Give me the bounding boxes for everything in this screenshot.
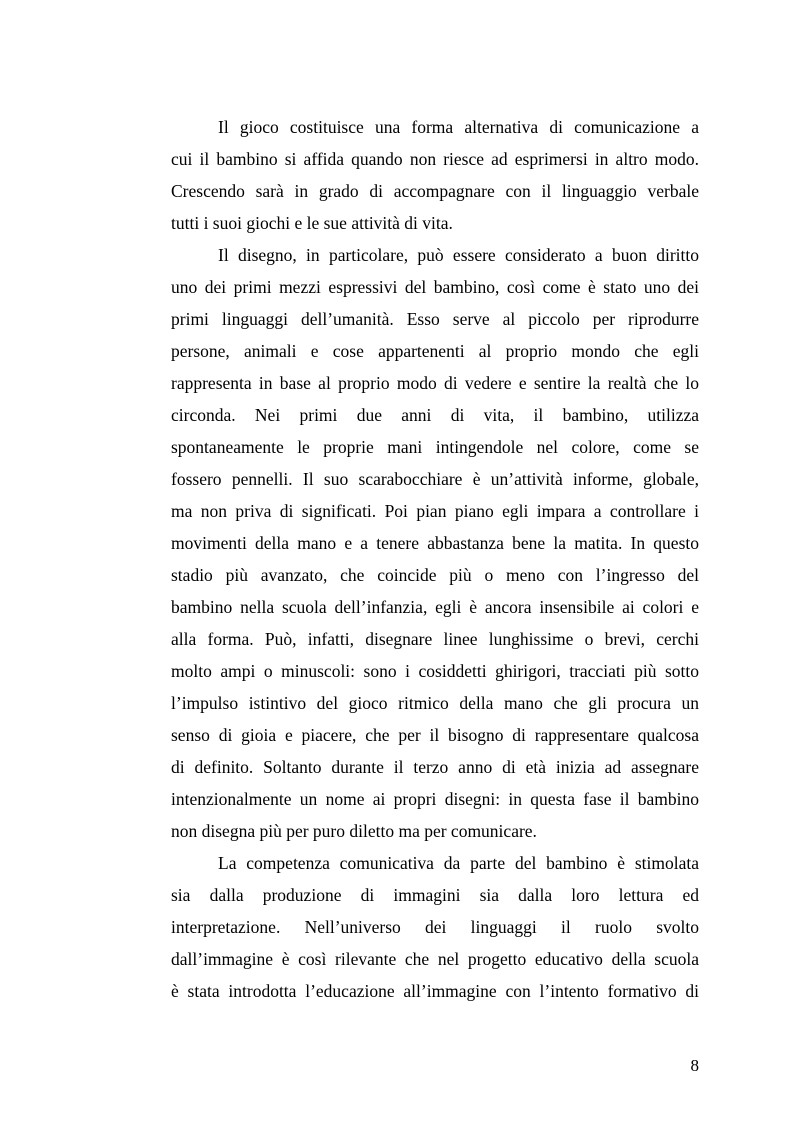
text-line: alla forma. Può, infatti, disegnare linee lunghissime o brevi, cerchi — [171, 629, 699, 649]
text-line: Il gioco costituisce una forma alternativa di comunicazione a — [218, 117, 699, 137]
text-line: persone, animali e cose appartenenti al proprio mondo che egli — [171, 341, 699, 361]
text-line: non disegna più per puro diletto ma per comunicare. — [171, 821, 537, 841]
text-line: sia dalla produzione di immagini sia dalla loro lettura ed — [171, 885, 699, 905]
text-line: tutti i suoi giochi e le sue attività di vita. — [171, 213, 453, 233]
text-line: uno dei primi mezzi espressivi del bambino, così come è stato uno dei — [171, 277, 699, 297]
text-line: movimenti della mano e a tenere abbastanza bene la matita. In questo — [171, 533, 699, 553]
text-line: dall’immagine è così rilevante che nel progetto educativo della scuola — [171, 949, 699, 969]
text-line: di definito. Soltanto durante il terzo anno di età inizia ad assegnare — [171, 757, 699, 777]
text-line: è stata introdotta l’educazione all’immagine con l’intento formativo di — [171, 981, 699, 1001]
text-line: intenzionalmente un nome ai propri disegni: in questa fase il bambino — [171, 789, 699, 809]
text-line: ma non priva di significati. Poi pian piano egli impara a controllare i — [171, 501, 699, 521]
text-line: primi linguaggi dell’umanità. Esso serve al piccolo per riprodurre — [171, 309, 699, 329]
text-line: La competenza comunicativa da parte del bambino è stimolata — [218, 853, 699, 873]
text-line: senso di gioia e piacere, che per il bisogno di rappresentare qualcosa — [171, 725, 699, 745]
text-line: circonda. Nei primi due anni di vita, il bambino, utilizza — [171, 405, 699, 425]
text-line: interpretazione. Nell’universo dei linguaggi il ruolo svolto — [171, 917, 699, 937]
text-line: fossero pennelli. Il suo scarabocchiare è un’attività informe, globale, — [171, 469, 699, 489]
text-line: spontaneamente le proprie mani intingendole nel colore, come se — [171, 437, 699, 457]
page-number: 8 — [690, 1056, 699, 1075]
text-line: Crescendo sarà in grado di accompagnare con il linguaggio verbale — [171, 181, 699, 201]
text-line: molto ampi o minuscoli: sono i cosiddetti ghirigori, tracciati più sotto — [171, 661, 699, 681]
text-line: Il disegno, in particolare, può essere considerato a buon diritto — [218, 245, 699, 265]
text-line: l’impulso istintivo del gioco ritmico della mano che gli procura un — [171, 693, 699, 713]
text-line: cui il bambino si affida quando non riesce ad esprimersi in altro modo. — [171, 149, 699, 169]
text-line: stadio più avanzato, che coincide più o meno con l’ingresso del — [171, 565, 699, 585]
text-line: bambino nella scuola dell’infanzia, egli è ancora insensibile ai colori e — [171, 597, 699, 617]
text-line: rappresenta in base al proprio modo di vedere e sentire la realtà che lo — [171, 373, 699, 393]
